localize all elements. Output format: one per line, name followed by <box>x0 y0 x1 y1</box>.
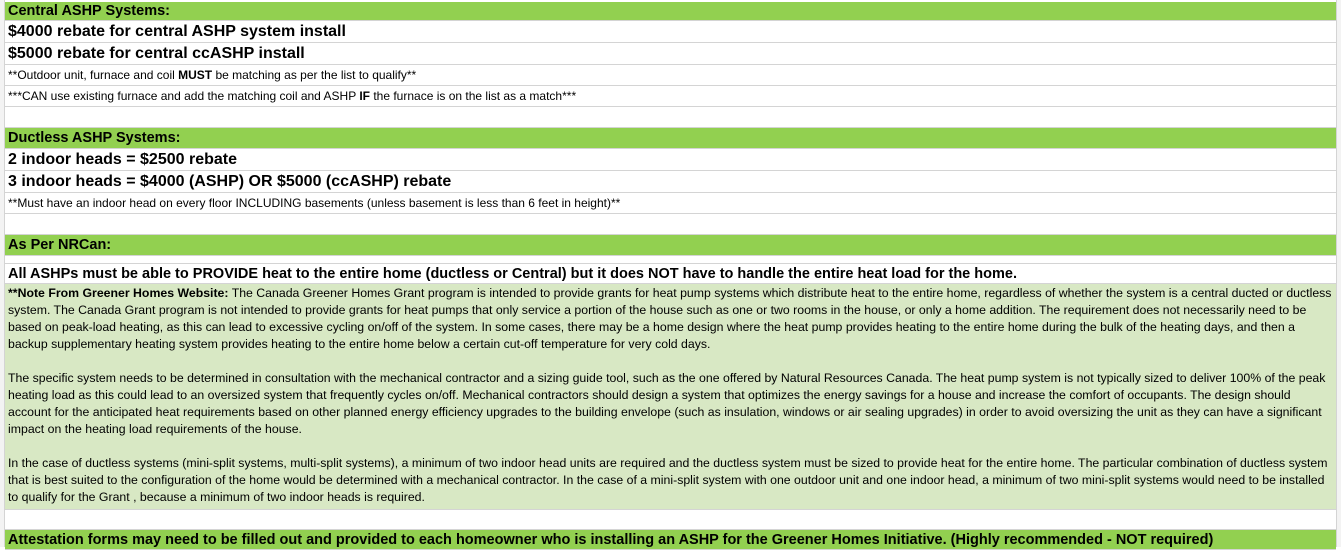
central-rebate-2: $5000 rebate for central ccASHP install <box>8 45 305 62</box>
central-rebate1-cell[interactable] <box>5 21 1336 43</box>
note-label: **Note From Greener Homes Website: <box>8 286 229 300</box>
ductless-header: Ductless ASHP Systems: <box>8 130 181 146</box>
central-rebate2-cell[interactable] <box>5 43 1336 65</box>
nrcan-statement: All ASHPs must be able to PROVIDE heat to the entire home (ductless or Central) but it does NOT have to handle the entire heat load for the home. <box>8 266 1017 282</box>
central-note-2-pre: ***CAN use existing furnace and add the matching coil and ASHP <box>8 89 360 103</box>
attestation-text: Attestation forms may need to be filled out and provided to each homeowner who is installing an ASHP for the Greener Homes Initiative. (Highly recommended - NOT required) <box>8 532 1214 548</box>
note-paragraph-2: The specific system needs to be determined in consultation with the mechanical contractor and a sizing guide tool, such as the one offered by Natural Resources Canada. The heat pump system is not typically sized to deliver 100% of the peak heating load as this could lead to an oversized system that frequently cycles on/off. Mechanical contractors should design a system that optimizes the energy savings for a house and increase the comfort of occupants. The design should account for the anticipated heat requirements based on other planned energy efficiency upgrades to the building envelope (such as insulation, windows or air sealing upgrades) in order to avoid oversizing the unit as they can have a significant impact on the heating load requirements of the house. <box>8 371 1326 436</box>
central-note-1-post: be matching as per the list to qualify** <box>212 68 417 82</box>
nrcan-header: As Per NRCan: <box>8 237 112 253</box>
empty-row[interactable] <box>5 510 1336 530</box>
ductless-note: **Must have an indoor head on every floor INCLUDING basements (unless basement is less than 6 feet in height)** <box>8 196 621 210</box>
central-note-2-bold: IF <box>359 89 370 103</box>
central-note-2-post: the furnace is on the list as a match*** <box>370 89 577 103</box>
nrcan-header-cell[interactable] <box>5 235 1336 256</box>
central-note-1-bold: MUST <box>178 68 213 82</box>
empty-row[interactable] <box>5 214 1336 235</box>
central-header: Central ASHP Systems: <box>8 3 170 19</box>
central-note1-cell[interactable] <box>5 65 1336 86</box>
note-paragraph-1-text: The Canada Greener Homes Grant program is intended to provide grants for heat pump systems which distribute heat to the entire home, regardless of whether the system is a central ducted or ductless system. The Canada Grant program is not intended to provide grants for heat pumps that only service a portion of the house such as one or two rooms in the house, or only a home addition. The requirement does not necessarily need to be based on peak-load heating, as this can lead to excessive cycling on/off of the system. In some cases, there may be a home design where the heat pump provides heating to the entire home during the bulk of the heating days, and then a backup supplementary heating system provides heating to the entire home below a certain cut-off temperature for very cold days. <box>8 286 1332 351</box>
note-paragraph-1 <box>8 285 1333 353</box>
ductless-header-cell[interactable] <box>5 128 1336 149</box>
ductless-rebate1-cell[interactable] <box>5 149 1336 171</box>
note-paragraph-3: In the case of ductless systems (mini-split systems, multi-split systems), a minimum of two indoor head units are required and the ductless system must be sized to provide heat for the entire home. The particular combination of ductless system that is best suited to the configuration of the home would be determined with a mechanical contractor. In the case of a mini-split system with one outdoor unit and one indoor head, a minimum of two mini-split systems would need to be installed to qualify for the Grant , because a minimum of two indoor heads is required. <box>8 456 1328 504</box>
central-header-cell[interactable] <box>5 2 1336 21</box>
scrollbar-strip[interactable] <box>1336 0 1341 547</box>
ductless-rebate-2: 3 indoor heads = $4000 (ASHP) OR $5000 (ccASHP) rebate <box>8 173 452 190</box>
ductless-rebate-1: 2 indoor heads = $2500 rebate <box>8 151 237 168</box>
central-note-1-pre: **Outdoor unit, furnace and coil <box>8 68 179 82</box>
attestation-cell[interactable] <box>5 530 1336 550</box>
ductless-rebate2-cell[interactable] <box>5 171 1336 193</box>
central-note2-cell[interactable] <box>5 86 1336 107</box>
central-rebate-1: $4000 rebate for central ASHP system install <box>8 23 346 40</box>
nrcan-statement-cell[interactable] <box>5 264 1336 284</box>
empty-row[interactable] <box>5 256 1336 264</box>
empty-row[interactable] <box>5 107 1336 128</box>
ductless-note-cell[interactable] <box>5 193 1336 214</box>
greener-homes-note-cell[interactable] <box>5 284 1336 510</box>
